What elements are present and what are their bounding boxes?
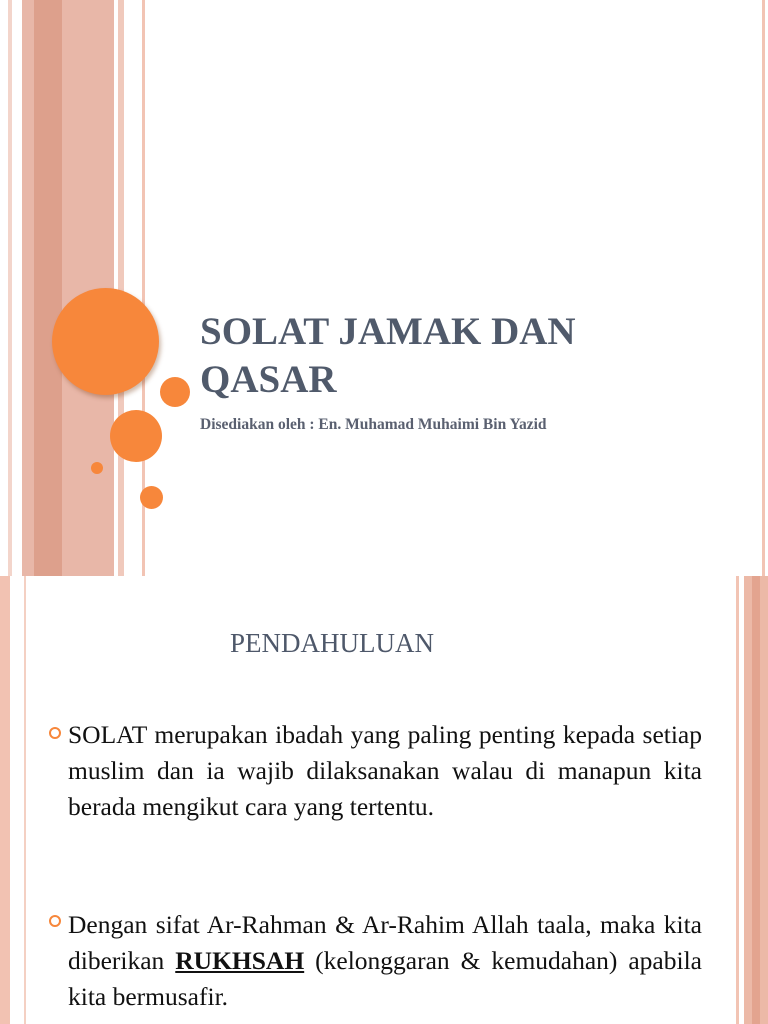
decorative-circle bbox=[52, 288, 159, 395]
bullet-point: SOLAT merupakan ibadah yang paling penting kepada setiap muslim dan ia wajib dilaksanakan walau di manapun kita berada mengikut cara yang tertentu. bbox=[68, 720, 702, 821]
decorative-circle bbox=[91, 462, 103, 474]
decorative-stripe bbox=[8, 0, 12, 576]
section-heading: PENDAHULUAN bbox=[230, 628, 434, 658]
decorative-stripe bbox=[736, 576, 739, 1024]
decorative-stripe bbox=[118, 0, 124, 576]
bullet-text: Dengan sifat Ar-Rahman & Ar-Rahim Allah taala, maka kita diberikan bbox=[68, 910, 702, 975]
decorative-stripe bbox=[24, 576, 26, 1024]
decorative-stripe bbox=[34, 0, 62, 576]
slide-title: SOLAT JAMAK DAN QASAR bbox=[200, 310, 576, 401]
decorative-circle bbox=[160, 377, 190, 407]
decorative-circle bbox=[110, 410, 162, 462]
circle-bullet-icon bbox=[49, 727, 61, 739]
decorative-stripe bbox=[762, 0, 765, 576]
bullet-point bbox=[68, 907, 702, 1015]
decorative-stripe bbox=[752, 576, 760, 1024]
rukhsah-emphasis: RUKHSAH bbox=[175, 946, 305, 975]
decorative-circle bbox=[140, 486, 163, 509]
slide-subtitle: Disediakan oleh : En. Muhamad Muhaimi Bin Yazid bbox=[200, 416, 547, 433]
decorative-stripe bbox=[0, 576, 10, 1024]
circle-bullet-icon bbox=[49, 915, 61, 927]
bullet-text: (kelonggaran & kemudahan) apabila kita bermusafir. bbox=[68, 946, 702, 1011]
